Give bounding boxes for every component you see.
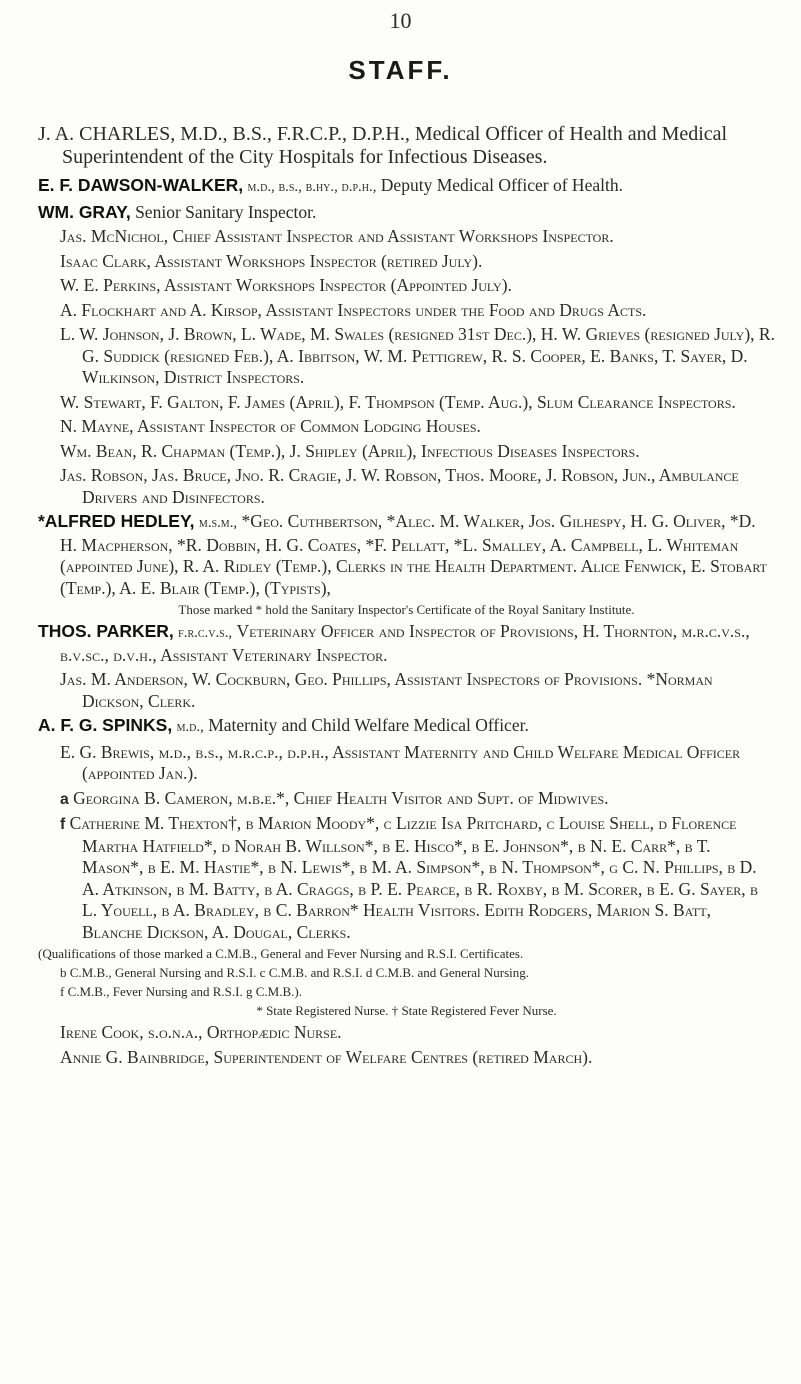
entry-text: J. A. CHARLES, M.D., B.S., F.R.C.P., D.P.H., Medical Officer of Health and Medical Superintendent of the City Hospitals for Infectious Diseases. <box>38 123 728 168</box>
qualification-mark: f <box>60 816 66 833</box>
entry-text: Catherine M. Thexton†, b Marion Moody*, c Lizzie Isa Pritchard, c Louise Shell, d Florence Martha Hatfield*, d Norah B. Willson*, b E. Hisco*, b E. Johnson*, b N. E. Carr*, b T. Mason*, b E. M. Hastie*, b N. Lewis*, b M. A. Simpson*, b N. Thompson*, g C. N. Phillips, b D. A. Atkinson, b M. Batty, b A. Craggs, b P. E. Pearce, b R. Roxby, b M. Scorer, b E. G. Sayer, b L. Youell, b A. Bradley, b C. Barron* Health Visitors. Edith Rodgers, Marion S. Batt, Blanche Dickson, A. Dougal, Clerks. <box>69 813 758 942</box>
entry-lead-name: THOS. PARKER, <box>38 621 174 641</box>
staff-entry-deputy-moh <box>38 175 775 199</box>
entry-lead-name: WM. GRAY, <box>38 201 131 222</box>
qualification-mark: a <box>60 790 69 808</box>
entry-text: Senior Sanitary Inspector. <box>135 201 317 222</box>
staff-entry-food-drugs: A. Flockhart and A. Kirsop, Assistant Inspectors under the Food and Drugs Acts. <box>60 299 647 320</box>
entry-text: *Geo. Cuthbertson, *Alec. M. Walker, Jos. Gilhespy, H. G. Oliver, *D. H. Macpherson, *R. Dobbin, H. G. Coates, *F. Pellatt, *L. Smalley, A. Campbell, L. Whiteman (appointed June), R. A. Ridley (Temp.), Clerks in the Health Department. Alice Fenwick, E. Stobart (Temp.), A. E. Blair (Temp.), (Typists), <box>60 511 767 598</box>
staff-entry-moh <box>38 123 775 169</box>
note-qualifications-1: (Qualifications of those marked a C.M.B., General and Fever Nursing and R.S.I. Certificates. <box>38 946 524 961</box>
staff-entry-lodging-houses: N. Mayne, Assistant Inspector of Common Lodging Houses. <box>60 416 481 436</box>
staff-entry-district-inspectors: L. W. Johnson, J. Brown, L. Wade, M. Swales (resigned 31st Dec.), H. W. Grieves (resigned July), R. G. Suddick (resigned Feb.), A. Ibbitson, W. M. Pettigrew, R. S. Cooper, E. Banks, T. Sayer, D. Wilkinson, District Inspectors. <box>60 324 775 387</box>
staff-entry-workshops-retired: Isaac Clark, Assistant Workshops Inspector (retired July). <box>60 250 483 271</box>
staff-entry-workshops-appointed: W. E. Perkins, Assistant Workshops Inspector (Appointed July). <box>60 275 512 295</box>
entry-text: Veterinary Officer and Inspector of Provisions, H. Thornton, m.r.c.v.s., b.v.sc., d.v.h., Assistant Veterinary Inspector. <box>60 621 750 665</box>
staff-entry-senior-inspector <box>38 202 775 224</box>
staff-entry-ambulance-drivers: Jas. Robson, Jas. Bruce, Jno. R. Cragie, J. W. Robson, Thos. Moore, J. Robson, Jun., Ambulance Drivers and Disinfectors. <box>60 465 739 507</box>
page-heading: STAFF. <box>348 55 453 85</box>
staff-entry-veterinary <box>38 621 775 666</box>
staff-entry-health-visitors <box>60 813 775 943</box>
note-sanitary-certificate: Those marked * hold the Sanitary Inspector's Certificate of the Royal Sanitary Institute. <box>178 602 635 617</box>
entry-degrees: m.s.m., <box>198 515 238 531</box>
staff-entry-clerks <box>38 511 775 599</box>
entry-text: Deputy Medical Officer of Health. <box>380 175 623 195</box>
entry-lead-name: E. F. DAWSON-WALKER, <box>38 175 244 195</box>
staff-entry-chief-assistant: Jas. McNichol, Chief Assistant Inspector and Assistant Workshops Inspector. <box>60 226 614 246</box>
entry-lead-name: *ALFRED HEDLEY, <box>38 511 195 531</box>
entry-text: Maternity and Child Welfare Medical Officer. <box>208 715 529 735</box>
staff-entry-orthopaedic-nurse: Irene Cook, s.o.n.a., Orthopædic Nurse. <box>60 1022 342 1042</box>
staff-entry-maternity-officer <box>38 715 775 739</box>
page-number: 10 <box>389 8 412 33</box>
staff-list <box>38 123 775 1071</box>
entry-degrees: f.r.c.v.s., <box>178 625 233 641</box>
entry-text: Georgina B. Cameron, m.b.e.*, Chief Health Visitor and Supt. of Midwives. <box>73 787 609 808</box>
staff-entry-welfare-centres: Annie G. Bainbridge, Superintendent of Welfare Centres (retired March). <box>60 1046 593 1067</box>
staff-entry-provisions: Jas. M. Anderson, W. Cockburn, Geo. Phillips, Assistant Inspectors of Provisions. *Norman Dickson, Clerk. <box>60 669 713 711</box>
staff-entry-assistant-maternity: E. G. Brewis, m.d., b.s., m.r.c.p., d.p.h., Assistant Maternity and Child Welfare Medical Officer (appointed Jan.). <box>60 741 741 783</box>
note-qualifications-3: f C.M.B., Fever Nursing and R.S.I. g C.M.B.). <box>60 984 302 999</box>
entry-lead-name: A. F. G. SPINKS, <box>38 715 173 735</box>
staff-entry-infectious-diseases: Wm. Bean, R. Chapman (Temp.), J. Shipley (April), Infectious Diseases Inspectors. <box>60 440 640 461</box>
note-state-registered: * State Registered Nurse. † State Registered Fever Nurse. <box>256 1003 557 1018</box>
staff-entry-chief-health-visitor <box>60 788 775 811</box>
note-qualifications-2: b C.M.B., General Nursing and R.S.I. c C.M.B. and R.S.I. d C.M.B. and General Nursing. <box>60 965 530 980</box>
staff-entry-slum-clearance: W. Stewart, F. Galton, F. James (April), F. Thompson (Temp. Aug.), Slum Clearance Inspectors. <box>60 391 736 412</box>
entry-degrees: m.d., <box>176 719 204 735</box>
entry-degrees: m.d., b.s., b.hy., d.p.h., <box>247 179 377 195</box>
